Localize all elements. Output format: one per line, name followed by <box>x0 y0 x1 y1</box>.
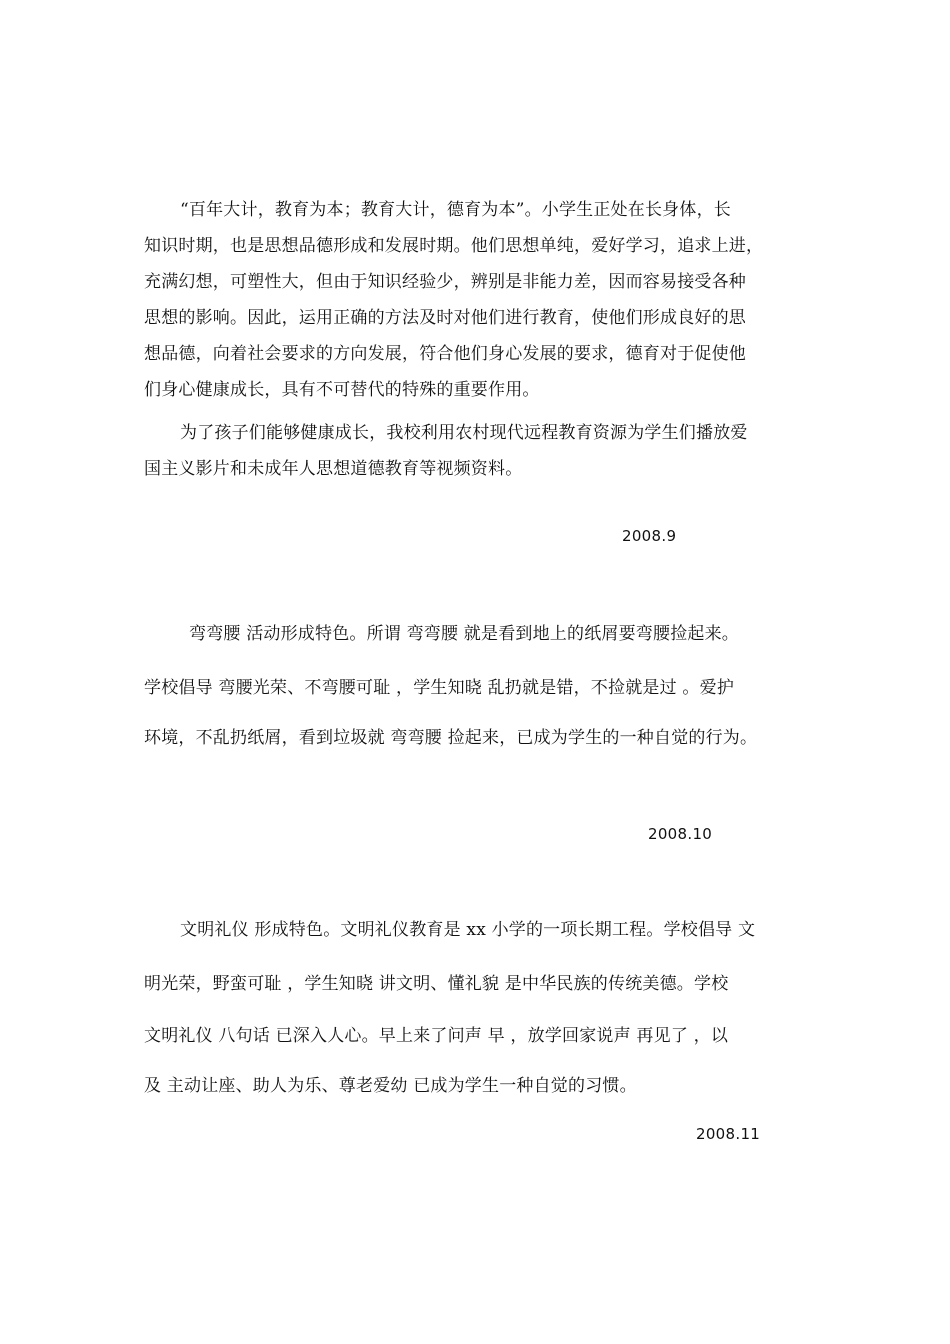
paragraph-line: 及 主动让座、助人为乐、尊老爱幼 已成为学生一种自觉的习惯。 <box>144 1076 637 1096</box>
date-label: 2008.9 <box>622 527 677 545</box>
paragraph-line: 知识时期，也是思想品德形成和发展时期。他们思想单纯，爱好学习，追求上进， <box>144 236 764 256</box>
paragraph-line: 学校倡导 弯腰光荣、不弯腰可耻 ，学生知晓 乱扔就是错，不捡就是过 。爱护 <box>144 678 735 698</box>
paragraph-line: “百年大计，教育为本；教育大计，德育为本”。小学生正处在长身体，长 <box>180 200 731 220</box>
paragraph-line: 明光荣，野蛮可耻 ，学生知晓 讲文明、懂礼貌 是中华民族的传统美德。学校 <box>144 974 729 994</box>
paragraph-line: 文明礼仪 形成特色。文明礼仪教育是 xx 小学的一项长期工程。学校倡导 文 <box>180 920 756 940</box>
paragraph-line: 弯弯腰 活动形成特色。所谓 弯弯腰 就是看到地上的纸屑要弯腰捡起来。 <box>189 624 740 644</box>
date-label: 2008.11 <box>696 1125 761 1143</box>
paragraph-line: 文明礼仪 八句话 已深入人心。早上来了问声 早 ，放学回家说声 再见了 ，以 <box>144 1026 729 1046</box>
paragraph-line: 们身心健康成长，具有不可替代的特殊的重要作用。 <box>144 380 540 400</box>
paragraph-line: 国主义影片和未成年人思想道德教育等视频资料。 <box>144 459 523 479</box>
date-label: 2008.10 <box>648 825 713 843</box>
paragraph-line: 想品德，向着社会要求的方向发展，符合他们身心发展的要求，德育对于促使他 <box>144 344 746 364</box>
paragraph-line: 思想的影响。因此，运用正确的方法及时对他们进行教育，使他们形成良好的思 <box>144 308 746 328</box>
paragraph-line: 为了孩子们能够健康成长，我校利用农村现代远程教育资源为学生们播放爱 <box>180 423 748 443</box>
paragraph-line: 充满幻想，可塑性大，但由于知识经验少，辨别是非能力差，因而容易接受各种 <box>144 272 746 292</box>
paragraph-line: 环境，不乱扔纸屑，看到垃圾就 弯弯腰 捡起来，已成为学生的一种自觉的行为。 <box>144 728 758 748</box>
